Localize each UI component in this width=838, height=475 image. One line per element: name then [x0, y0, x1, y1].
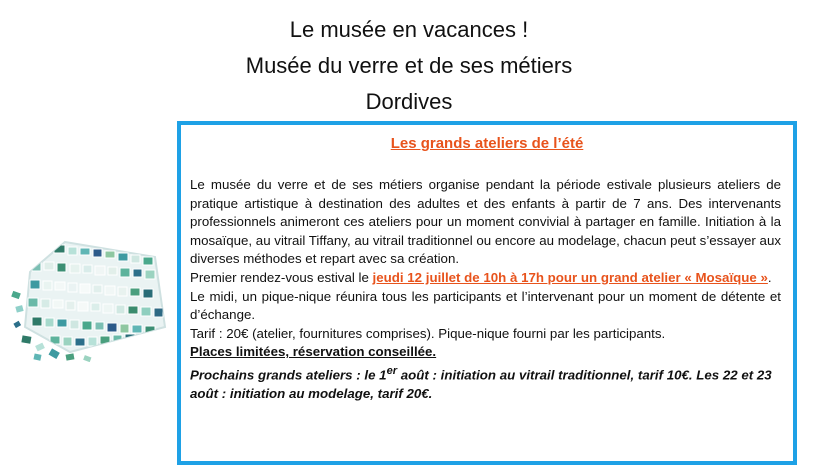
workshop-info-box — [177, 121, 797, 465]
next-workshops-paragraph — [190, 362, 781, 404]
box-heading: Les grands ateliers de l’été — [390, 135, 584, 152]
next-workshops-part-a: Prochains grands ateliers : le 1 — [190, 367, 387, 383]
mosaic-plate-icon — [10, 232, 175, 367]
lunch-paragraph: Le midi, un pique-nique réunira tous les participants et l’intervenant pour un moment de détente et d’échange. — [190, 288, 781, 323]
intro-paragraph: Le musée du verre et de ses métiers organise pendant la période estivale plusieurs ateliers de pratique artistique à destination des adultes et des enfants à partir de 7 ans. Des intervenants professionnels animeront ces ateliers pour un moment convivial à partager en famille. Initiation à la mosaïque, au vitrail Tiffany, au vitrail traditionnel ou encore au modelage, chacun peut s’essayer aux diverses méthodes et repart avec sa création. — [190, 177, 781, 267]
price-paragraph: Tarif : 20€ (atelier, fournitures comprises). Pique-nique fourni par les participants. — [190, 325, 666, 341]
next-workshops-part-b: août : initiation au vitrail traditionnel, tarif 10€. Les 22 et 23 août : initiation au modelage, tarif 20€. — [190, 367, 772, 401]
first-event-paragraph — [190, 269, 781, 288]
header-title-line1: Le musée en vacances ! — [289, 17, 529, 42]
first-event-suffix: . — [767, 269, 772, 285]
first-event-prefix: Premier rendez-vous estival le — [190, 269, 373, 285]
next-workshops-superscript: er — [386, 364, 398, 377]
places-limited: Places limitées, réservation conseillée. — [190, 344, 437, 360]
header-title-line2: Musée du verre et de ses métiers — [245, 53, 573, 78]
header-title-line3: Dordives — [365, 89, 453, 114]
box-body — [190, 176, 781, 404]
first-event-highlight: jeudi 12 juillet de 10h à 17h pour un grand atelier « Mosaïque » — [372, 269, 768, 285]
